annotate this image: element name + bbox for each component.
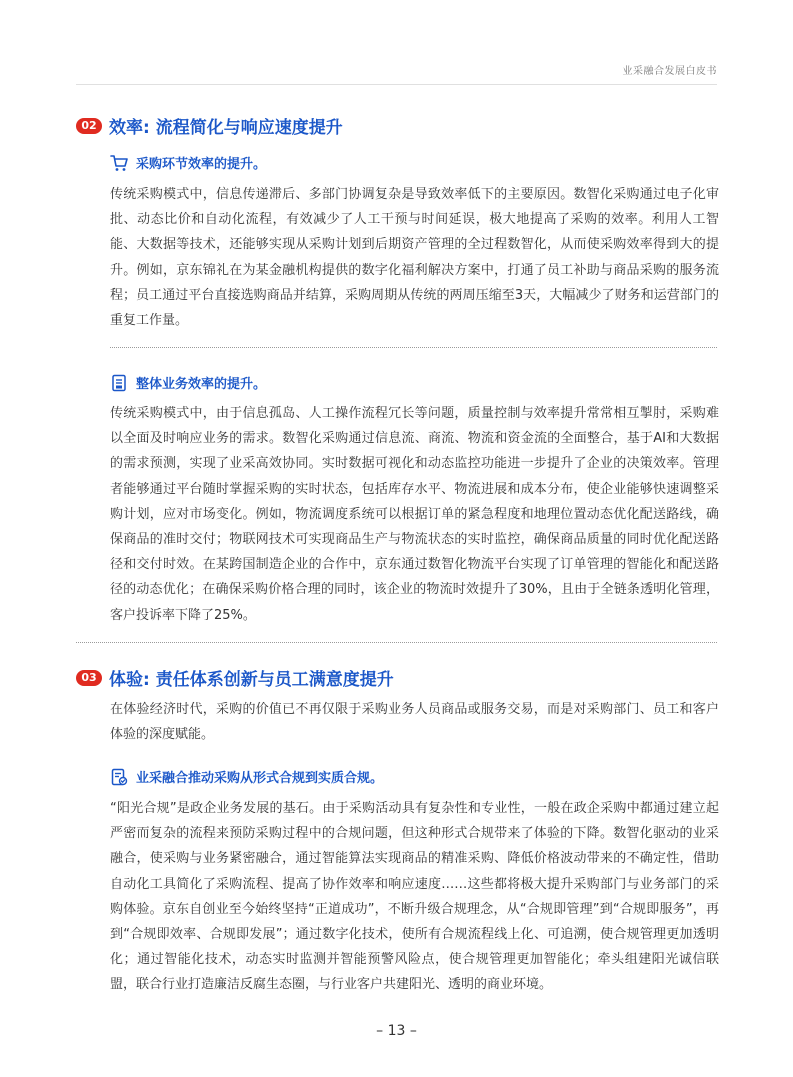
- section-title: 效率: 流程简化与响应速度提升: [109, 118, 343, 138]
- running-header: 业采融合发展白皮书: [622, 66, 717, 77]
- subsection-title: 整体业务效率的提升。: [136, 377, 267, 392]
- section-heading-03: [76, 665, 394, 690]
- subsection-title: 采购环节效率的提升。: [136, 157, 267, 172]
- subsection-title: 业采融合推动采购从形式合规到实质合规。: [136, 771, 384, 786]
- dotted-divider: [110, 347, 717, 348]
- shopping-cart-icon: [110, 154, 128, 172]
- section-title: 体验: 责任体系创新与员工满意度提升: [109, 670, 394, 690]
- compliance-document-icon: [110, 768, 128, 786]
- paragraph-procurement-efficiency: 传统采购模式中，信息传递滞后、多部门协调复杂是导致效率低下的主要原因。数智化采购通过电子化审批、动态比价和自动化流程，有效减少了人工干预与时间延误，极大地提高了采购的效率。利用人工智能、大数据等技术，还能够实现从采购计划到后期资产管理的全过程数智化，从而使采购效率得到大的提升。例如，京东锦礼在为某金融机构提供的数字化福利解决方案中，打通了员工补助与商品采购的服务流程；员工通过平台直接选购商品并结算，采购周期从传统的两周压缩至3天，大幅减少了财务和运营部门的重复工作量。: [110, 187, 719, 329]
- header-divider: [76, 84, 717, 85]
- subsection-heading-compliance: [110, 767, 383, 786]
- paragraph-business-efficiency: 传统采购模式中，由于信息孤岛、人工操作流程冗长等问题，质量控制与效率提升常常相互掣肘，采购难以全面及时响应业务的需求。数智化采购通过信息流、商流、物流和资金流的全面整合，基于AI和大数据的需求预测，实现了业采高效协同。实时数据可视化和动态监控功能进一步提升了企业的决策效率。管理者能够通过平台随时掌握采购的实时状态，包括库存水平、物流进展和成本分布，使企业能够快速调整采购计划，应对市场变化。例如，物流调度系统可以根据订单的紧急程度和地理位置动态优化配送路线，确保商品的准时交付；物联网技术可实现商品生产与物流状态的实时监控，确保商品质量的同时优化配送路径和交付时效。在某跨国制造企业的合作中，京东通过数智化物流平台实现了订单管理的智能化和配送路径的动态优化；在确保采购价格合理的同时，该企业的物流时效提升了30%，且由于全链条透明化管理，客户投诉率下降了25%。: [110, 406, 719, 623]
- page-number: – 13 –: [376, 1023, 417, 1039]
- dotted-divider: [76, 642, 717, 643]
- paragraph-compliance: “阳光合规”是政企业务发展的基石。由于采购活动具有复杂性和专业性，一般在政企采购中都通过建立起严密而复杂的流程来预防采购过程中的合规问题，但这种形式合规带来了体验的下降。数智化驱动的业采融合，使采购与业务紧密融合，通过智能算法实现商品的精准采购、降低价格波动带来的不确定性，借助自动化工具简化了采购流程、提高了协作效率和响应速度……这些都将极大提升采购部门与业务部门的采购体验。京东自创业至今始终坚持“正道成功”，不断升级合规理念，从“合规即管理”到“合规即服务”，再到“合规即效率、合规即发展”；通过数字化技术，使所有合规流程线上化、可追溯，使合规管理更加透明化；通过智能化技术，动态实时监测并智能预警风险点，使合规管理更加智能化；牵头组建阳光诚信联盟，联合行业打造廉洁反腐生态圈，与行业客户共建阳光、透明的商业环境。: [110, 801, 719, 993]
- section-number-badge: 03: [76, 670, 102, 686]
- subsection-heading-procurement-efficiency: [110, 153, 266, 172]
- subsection-heading-business-efficiency: [110, 373, 266, 392]
- document-building-icon: [110, 374, 128, 392]
- paragraph-experience-intro: 在体验经济时代，采购的价值已不再仅限于采购业务人员商品或服务交易，而是对采购部门、员工和客户体验的深度赋能。: [110, 702, 719, 743]
- section-number-badge: 02: [76, 118, 102, 134]
- section-heading-02: [76, 113, 343, 138]
